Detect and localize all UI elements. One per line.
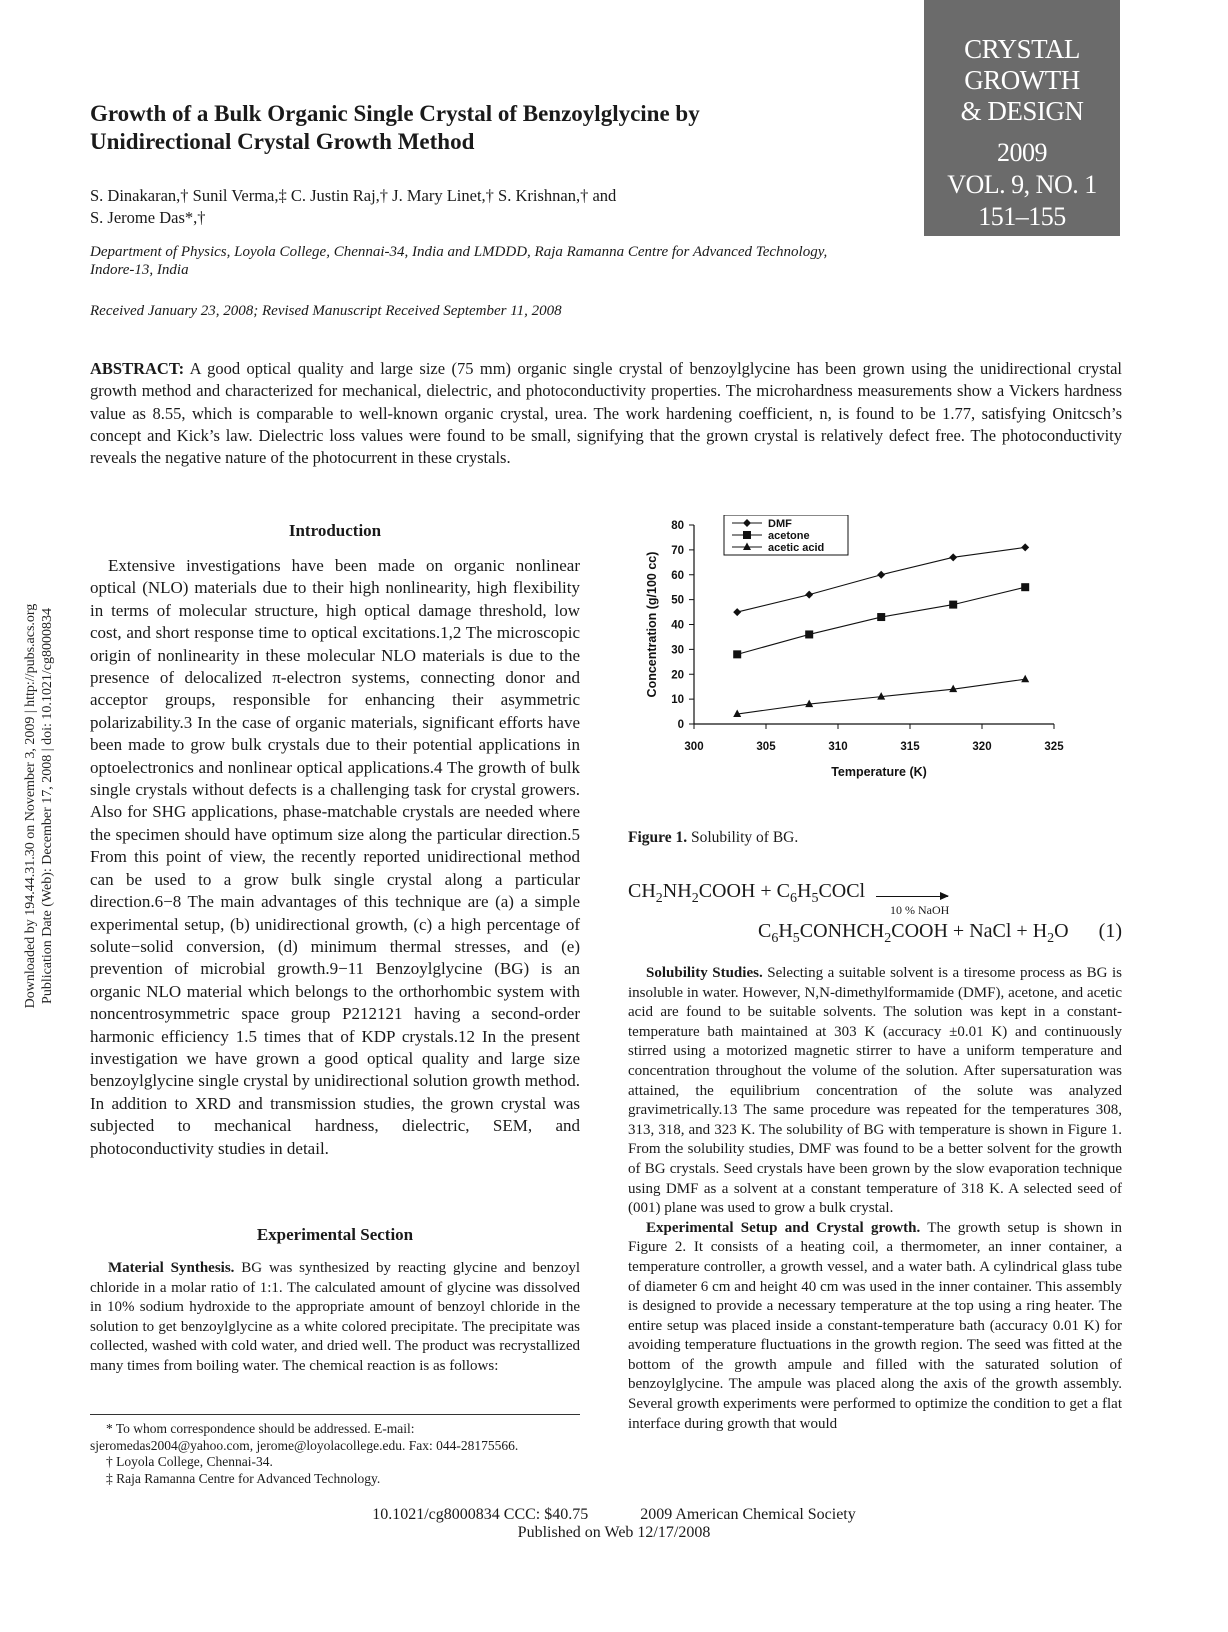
paper-title: Growth of a Bulk Organic Single Crystal of Benzoylglycine by Unidirectional Crystal Growth Method (90, 101, 700, 154)
abstract-label: ABSTRACT: (90, 359, 185, 378)
legend-label: acetone (768, 530, 810, 542)
abstract (90, 358, 1122, 469)
download-side-note (22, 566, 56, 1046)
data-point-dmf (805, 591, 813, 599)
side-note-line-2: Publication Date (Web): December 17, 2008 | doi: 10.1021/cg8000834 (40, 608, 55, 1004)
introduction-heading: Introduction (288, 521, 382, 540)
data-point-acetone (877, 613, 885, 621)
reaction-condition: 10 % NaOH (890, 903, 950, 917)
author-line-2: S. Jerome Das*,† (90, 208, 206, 227)
series-line-dmf (737, 547, 1025, 612)
figure-caption-text: Solubility of BG. (691, 829, 799, 846)
abstract-text: A good optical quality and large size (75 mm) organic single crystal of benzoylglycine has been grown using the unidirectional crystal growth method and characterized for mechanical, dielectric, and photoconductivity properties. The microhardness measurements show a Vickers hardness value as 8.55, which is comparable to well-known organic crystal, urea. The work hardening coefficient, n, is found to be 1.77, satisfying Onitcsch’s concept and Kick’s law. Dielectric loss values were found to be small, signifying that the grown crystal is relatively defect free. The photoconductivity reveals the negative nature of the photocurrent in these crystals. (90, 359, 1122, 468)
footnote-ddagger: ‡ Raja Ramanna Centre for Advanced Technology. (106, 1470, 381, 1486)
data-point-acetone (1021, 583, 1029, 591)
figure-caption-label: Figure 1. (628, 829, 688, 846)
journal-name-line-1: CRYSTAL (964, 34, 1080, 64)
affiliation: Department of Physics, Loyola College, Chennai-34, India and LMDDD, Raja Ramanna Centre for Advanced Technology, Indore-13, India (90, 244, 828, 278)
legend-label: acetic acid (768, 542, 825, 554)
y-axis-label: Concentration (g/100 cc) (645, 551, 659, 698)
footnotes (90, 1421, 580, 1487)
chart-series (733, 543, 1029, 717)
setup-label: Experimental Setup and Crystal growth. (646, 1219, 921, 1236)
footnote-corresponding: * To whom correspondence should be addressed. E-mail: sjeromedas2004@yahoo.com, jerome@loyolacollege.edu. Fax: 044-28175566. (90, 1421, 519, 1453)
introduction-paragraph: Extensive investigations have been made on organic nonlinear optical (NLO) materials due to their high nonlinearity, high flexibility in terms of molecular structure, high optical damage threshold, low cost, and short response time to optical excitations.1,2 The microscopic origin of nonlinearity in these molecular NLO materials is due to the presence of delocalized π-electron systems, connecting donor and acceptor groups, responsible for enhancing their asymmetric polarizability.3 In the case of organic materials, significant efforts have been made to grow bulk crystals due to their potential applications in optoelectronics and nonlinear optical applications.4 The growth of bulk single crystals without defects is a challenging task for crystal growers. Also for SHG applications, phase-matchable crystals are needed where the specimen should have optimum size along the particular direction.5 From this point of view, the recently reported unidirectional method can be used to a grow bulk single crystal along a particular direction.6−8 The main advantages of this technique are (a) a simple experimental setup, (b) unidirectional growth, (c) a high percentage of solute−solid conversion, (d) minimum thermal stresses, and (e) prevention of microbial growth.9−11 Benzoylglycine (BG) is an organic NLO material which belongs to the orthorhombic system with noncentrosymmetric space group P212121 having a second-order harmonic efficiency 1.5 times that of KDP crystals.12 In the present investigation we have grown a good optical quality and large size benzoylglycine single crystal by unidirectional solution growth method. In addition to XRD and transmission studies, the grown crystal was subjected to mechanical hardness, dielectric, SEM, and photoconductivity studies in detail. (90, 556, 580, 1158)
journal-year: 2009 (997, 138, 1047, 167)
data-point-dmf (877, 571, 885, 579)
author-line-1: S. Dinakaran,† Sunil Verma,‡ C. Justin Raj,† J. Mary Linet,† S. Krishnan,† and (90, 186, 617, 205)
y-tick-label: 70 (671, 544, 684, 557)
received-dates: Received January 23, 2008; Revised Manuscript Received September 11, 2008 (90, 303, 562, 319)
x-tick-label: 305 (756, 741, 776, 753)
x-tick-label: 320 (972, 741, 992, 753)
equation-number: (1) (1098, 920, 1122, 942)
solubility-label: Solubility Studies. (646, 965, 763, 981)
journal-name-line-3: & DESIGN (960, 96, 1084, 126)
solubility-text: Selecting a suitable solvent is a tiresome process as BG is insoluble in water. However, N,N-dimethylformamide (DMF), acetone, and acetic acid are found to be suitable solvents. The solution was kept in a constant-temperature bath maintained at 303 K (accuracy ±0.01 K) and continuously stirred using a motorized magnetic stirrer to have a uniform temperature and concentration throughout the volume of the solution. After supersaturation was attained, the equilibrium concentration of the solute was analyzed gravimetrically.13 The same procedure was repeated for the temperatures 308, 313, 318, and 323 K. The solubility of BG with temperature is shown in Figure 1. From the solubility studies, DMF was found to be a better solvent for the growth of BG crystals. Seed crystals have been grown by the slow evaporation technique using DMF as a solvent at a constant temperature of 318 K. A selected seed of (001) plane was used to grow a bulk crystal. (628, 965, 1122, 1217)
y-tick-label: 30 (671, 644, 684, 657)
material-synthesis-label: Material Synthesis. (108, 1260, 235, 1276)
equation-reactants: $CH_2NH_2COOH$ + $C_6H_5COCl$ (628, 880, 866, 906)
chart-legend (724, 515, 848, 555)
journal-pages: 151–155 (978, 202, 1066, 231)
reaction-equation (628, 880, 1122, 955)
footnote-divider (90, 1414, 580, 1415)
x-tick-label: 325 (1044, 741, 1064, 753)
data-point-dmf (1021, 543, 1029, 551)
y-axis-ticks (671, 520, 694, 731)
y-tick-label: 10 (671, 694, 684, 707)
y-tick-label: 20 (671, 669, 684, 682)
setup-text: The growth setup is shown in Figure 2. It consists of a heating coil, a thermometer, an inner container, a temperature controller, a growth vessel, and a water bath. A cylindrical glass tube of diameter 6 cm and height 40 cm was used in the inner container. This assembly is designed to provide a necessary temperature at the top using a ring heater. The entire setup was placed inside a constant-temperature bath (accuracy 0.01 K) for avoiding temperature fluctuations in the growth region. The seed was fitted at the bottom of the growth ampule and filled with the saturated solution of benzoylglycine. The ampule was placed along the axis of the growth assembly. Several growth experiments were performed to optimize the condition to get a flat interface during growth that would (628, 1219, 1122, 1432)
legend-label: DMF (768, 518, 792, 530)
y-tick-label: 60 (671, 569, 684, 582)
y-tick-label: 80 (671, 520, 684, 532)
x-tick-label: 315 (900, 741, 920, 753)
data-point-acetone (949, 601, 957, 609)
material-synthesis-text: BG was synthesized by reacting glycine and benzoyl chloride in a molar ratio of 1:1. The calculated amount of glycine was dissolved in 10% sodium hydroxide to the appropriate amount of benzoyl chloride in the solution to get benzoylglycine as a white colored precipitate. The precipitate was collected, washed with cold water, and dried well. The product was recrystallized many times from boiling water. The chemical reaction is as follows: (90, 1260, 581, 1374)
data-point-acetic-acid (1021, 675, 1029, 683)
footer-published: Published on Web 12/17/2008 (517, 1524, 711, 1541)
reaction-arrow (876, 896, 948, 897)
x-tick-label: 300 (684, 741, 704, 753)
journal-volume: VOL. 9, NO. 1 (947, 170, 1097, 199)
x-tick-label: 310 (828, 741, 848, 753)
legend-marker (743, 531, 751, 539)
y-tick-label: 40 (671, 619, 684, 632)
footer-copyright: 2009 American Chemical Society (640, 1506, 856, 1523)
series-acetic-acid (733, 675, 1029, 717)
x-axis-ticks (684, 724, 1064, 753)
equation-products: $C_6H_5CONHCH_2COOH$ + NaCl + $H_2O$ (758, 920, 1069, 946)
experimental-heading: Experimental Section (256, 1225, 414, 1244)
author-list (90, 185, 810, 229)
footnote-dagger: † Loyola College, Chennai-34. (106, 1454, 273, 1469)
solubility-studies (628, 964, 1122, 1434)
y-tick-label: 0 (677, 719, 684, 731)
side-note-line-1: Downloaded by 194.44.31.30 on November 3, 2009 | http://pubs.acs.org (23, 603, 38, 1009)
footer-doi: 10.1021/cg8000834 CCC: $40.75 (372, 1506, 589, 1523)
page-footer (0, 1506, 1228, 1542)
data-point-acetone (733, 650, 741, 658)
figure-caption (628, 829, 1122, 847)
journal-badge (924, 0, 1120, 236)
data-point-dmf (949, 553, 957, 561)
series-acetone (733, 583, 1029, 658)
setup-paragraph (628, 1219, 1122, 1435)
x-axis-label: Temperature (K) (831, 765, 927, 779)
data-point-dmf (733, 608, 741, 616)
material-synthesis-paragraph (90, 1259, 580, 1377)
data-point-acetone (805, 630, 813, 638)
journal-name-line-2: GROWTH (964, 65, 1080, 95)
solubility-chart (628, 515, 1108, 800)
y-tick-label: 50 (671, 594, 684, 607)
